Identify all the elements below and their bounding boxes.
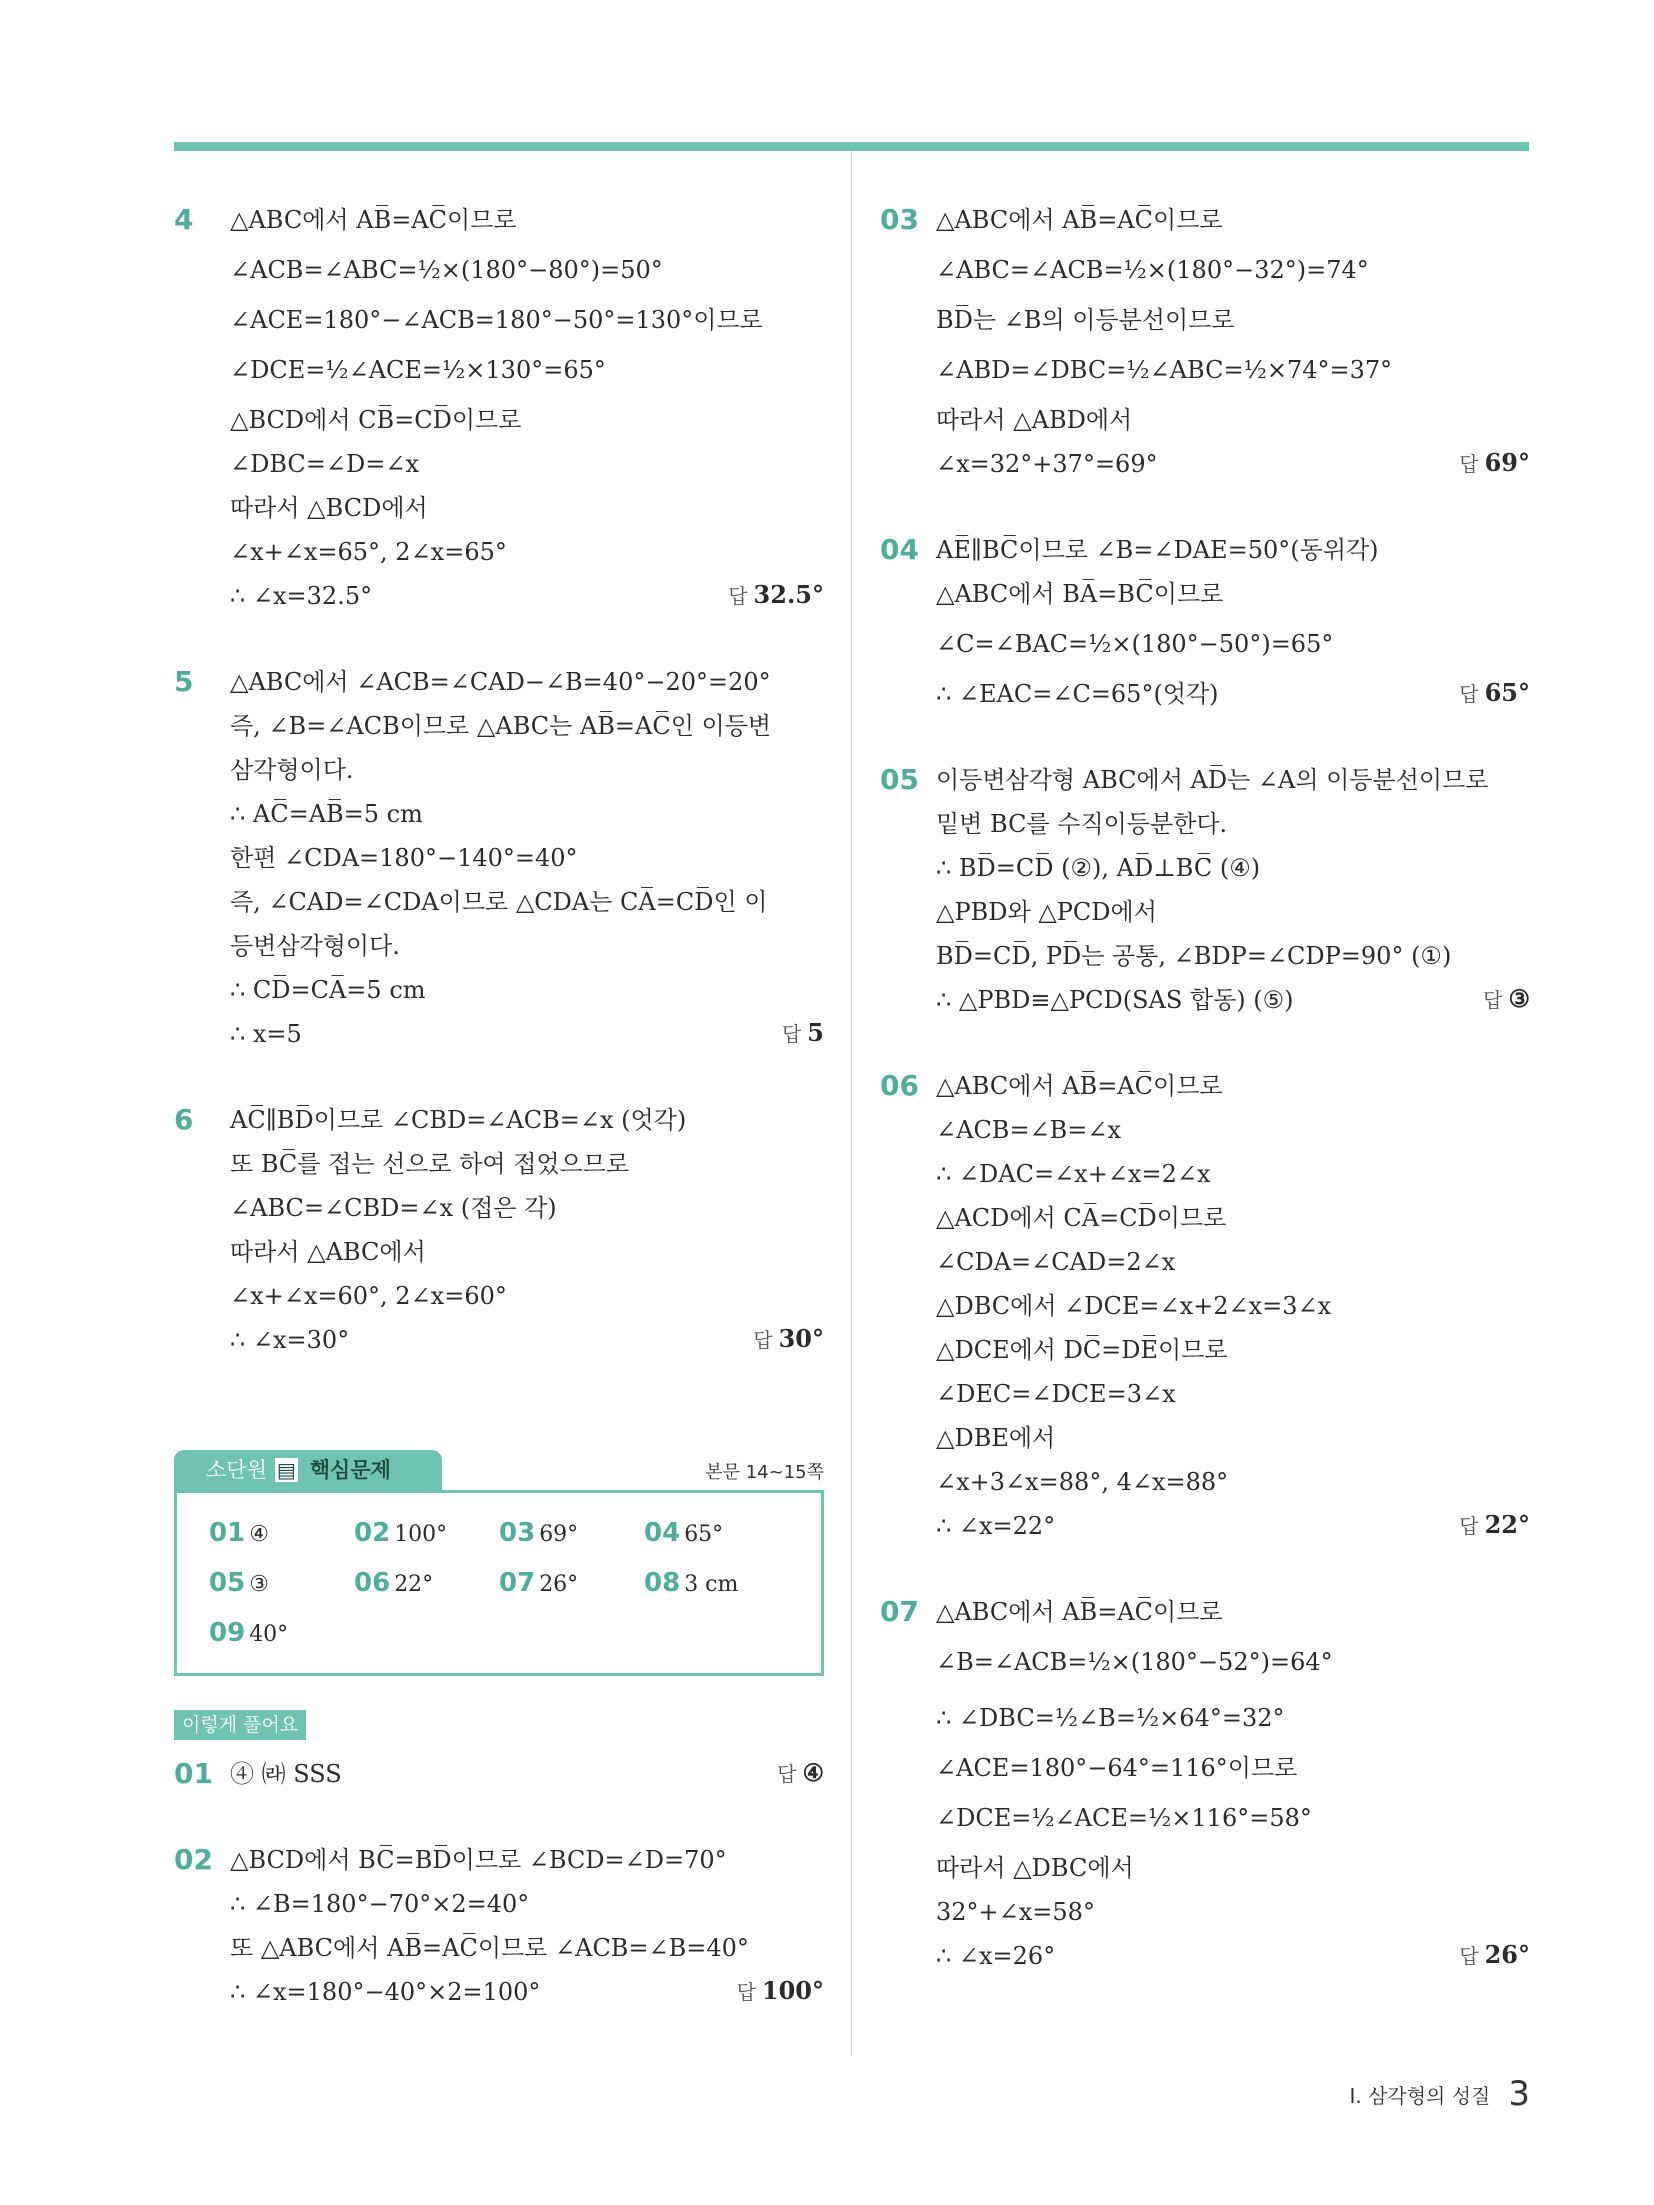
- answer-icon: 답: [753, 1328, 773, 1352]
- solution-line: ∴ ∠x=180°−40°×2=100° 답 100°: [230, 1970, 824, 2014]
- solution-line: 밑변 BC를 수직이등분한다.: [936, 810, 1228, 838]
- solution-line: ∴ x=5 답 5: [230, 1012, 824, 1056]
- solution-line: ∴ ∠x=22° 답 22°: [936, 1504, 1530, 1548]
- solution-line: ∠ACE=180°−64°=116°이므로: [936, 1754, 1298, 1782]
- solution-lines: [230, 198, 824, 618]
- problem-03: [880, 198, 1530, 486]
- answer-icon: 답: [1459, 682, 1479, 706]
- problem-number: 02: [174, 1843, 213, 1876]
- problem-gap: [880, 1022, 1530, 1064]
- solution-line: ∴ AC̅=AB̅=5 cm: [230, 800, 423, 828]
- answer-value: ④: [802, 1758, 824, 1787]
- left-problem-list: [174, 198, 824, 1362]
- answer-item-number: 09: [209, 1618, 246, 1648]
- problem-number: 05: [880, 763, 919, 796]
- answer-value: 69°: [1484, 448, 1530, 477]
- page-reference: 본문 14~15쪽: [705, 1462, 824, 1483]
- answer-mark: [777, 1751, 824, 1796]
- solution-lines: [230, 1752, 824, 1796]
- solution-line: △DBE에서: [936, 1424, 1056, 1452]
- answer-value: ③: [1508, 984, 1530, 1013]
- solution-line: ∴ CD̅=CA̅=5 cm: [230, 976, 426, 1004]
- answer-icon: 답: [1459, 1514, 1479, 1538]
- answer-item: [209, 1611, 354, 1657]
- answer-item-value: 40°: [249, 1622, 289, 1647]
- solution-line: ④ ㈑ SSS 답 ④: [230, 1752, 824, 1796]
- solution-line: △ACD에서 CA̅=CD̅이므로: [936, 1204, 1227, 1232]
- answer-item-value: 26°: [539, 1572, 579, 1597]
- answer-item-value: 69°: [539, 1522, 579, 1547]
- solution-line: 또 △ABC에서 AB̅=AC̅이므로 ∠ACB=∠B=40°: [230, 1934, 749, 1962]
- problem-number: 5: [174, 665, 194, 698]
- solution-line: BD̅는 ∠B의 이등분선이므로: [936, 306, 1235, 334]
- solution-lines: [230, 660, 824, 1056]
- answer-icon: 답: [736, 1980, 756, 2004]
- solution-line: 따라서 △DBC에서: [936, 1854, 1134, 1882]
- problem-02: [174, 1838, 824, 2014]
- answer-item-number: 08: [644, 1568, 681, 1598]
- core-problem-tab: [174, 1450, 442, 1490]
- solution-lines: [230, 1098, 824, 1362]
- problem-number: 01: [174, 1757, 213, 1790]
- answer-icon: 답: [781, 1022, 802, 1046]
- answer-item-value: ④: [249, 1522, 269, 1547]
- problem-number: 04: [880, 533, 919, 566]
- solution-line: △DBC에서 ∠DCE=∠x+2∠x=3∠x: [936, 1292, 1332, 1320]
- solution-lines: [936, 528, 1530, 716]
- solution-line: △PBD와 △PCD에서: [936, 898, 1157, 926]
- solution-line: △ABC에서 AB̅=AC̅이므로: [936, 1598, 1223, 1626]
- answer-item: [354, 1561, 499, 1607]
- solution-line: ∴ ∠x=26° 답 26°: [936, 1934, 1530, 1978]
- solution-line: △DCE에서 DC̅=DE̅이므로: [936, 1336, 1228, 1364]
- solution-line: ∠CDA=∠CAD=2∠x: [936, 1248, 1176, 1276]
- solution-lines: [936, 198, 1530, 486]
- problem-6: [174, 1098, 824, 1362]
- solution-lines: [230, 1838, 824, 2014]
- solution-line: 따라서 △BCD에서: [230, 494, 428, 522]
- solution-line: ∠ACE=180°−∠ACB=180°−50°=130°이므로: [230, 306, 763, 334]
- solution-line: △ABC에서 AB̅=AC̅이므로: [936, 206, 1223, 234]
- answer-item-number: 03: [499, 1518, 536, 1548]
- problem-number: 03: [880, 203, 919, 236]
- solution-line: ∠ACB=∠B=∠x: [936, 1116, 1122, 1144]
- box-tab-sub: 소단원: [206, 1458, 267, 1482]
- answer-item: [644, 1561, 789, 1607]
- answer-value: 32.5°: [753, 580, 824, 609]
- answer-value: 26°: [1484, 1940, 1530, 1969]
- page-number: 3: [1508, 2074, 1530, 2114]
- answer-item-number: 06: [354, 1568, 391, 1598]
- solution-line: 등변삼각형이다.: [230, 932, 400, 960]
- solution-line: △ABC에서 BA̅=BC̅이므로: [936, 580, 1224, 608]
- problem-gap: [174, 1056, 824, 1098]
- answer-item: [644, 1511, 789, 1557]
- problem-gap: [174, 1796, 824, 1838]
- solution-line: ∴ BD̅=CD̅ (②), AD̅⊥BC̅ (④): [936, 854, 1261, 882]
- answer-item-number: 01: [209, 1518, 246, 1548]
- problem-number: 07: [880, 1595, 919, 1628]
- solution-lines: [936, 1590, 1530, 1978]
- solution-line: ∠C=∠BAC=½×(180°−50°)=65°: [936, 630, 1334, 658]
- problem-5: [174, 660, 824, 1056]
- solution-line: 따라서 △ABD에서: [936, 406, 1133, 434]
- answer-mark: [1459, 671, 1530, 716]
- problem-04: [880, 528, 1530, 716]
- solution-line: ∠ACB=∠ABC=½×(180°−80°)=50°: [230, 256, 663, 284]
- answer-item: [209, 1511, 354, 1557]
- problem-number: 4: [174, 203, 194, 236]
- answer-item-number: 04: [644, 1518, 681, 1548]
- answer-mark: [1483, 977, 1530, 1022]
- left-column: [174, 198, 824, 2014]
- problem-07: [880, 1590, 1530, 1978]
- answer-item: [209, 1561, 354, 1607]
- solution-line: 32°+∠x=58°: [936, 1898, 1095, 1926]
- problem-number: 06: [880, 1069, 919, 1102]
- answer-item: [354, 1511, 499, 1557]
- solution-lines: [936, 758, 1530, 1022]
- solution-line: 즉, ∠B=∠ACB이므로 △ABC는 AB̅=AC̅인 이등변: [230, 712, 772, 740]
- problem-gap: [880, 486, 1530, 528]
- solution-line: AE̅∥BC̅이므로 ∠B=∠DAE=50°(동위각): [936, 536, 1379, 564]
- solution-line: △ABC에서 ∠ACB=∠CAD−∠B=40°−20°=20°: [230, 668, 771, 696]
- answer-item-value: 3 cm: [684, 1572, 739, 1597]
- problem-gap: [880, 1548, 1530, 1590]
- page-footer: [1349, 2074, 1530, 2114]
- solution-line: ∴ ∠B=180°−70°×2=40°: [230, 1890, 530, 1918]
- answer-icon: 답: [1483, 988, 1503, 1012]
- solution-line: ∠DEC=∠DCE=3∠x: [936, 1380, 1176, 1408]
- answer-mark: [728, 573, 824, 618]
- solution-line: ∠ABC=∠CBD=∠x (접은 각): [230, 1194, 557, 1222]
- answer-value: 65°: [1484, 678, 1530, 707]
- answer-icon: 답: [1459, 452, 1479, 476]
- core-problem-header: [174, 1450, 824, 1490]
- answer-item: [499, 1511, 644, 1557]
- problem-gap: [880, 716, 1530, 758]
- answer-value: 5: [807, 1018, 824, 1047]
- solution-line: 한편 ∠CDA=180°−140°=40°: [230, 844, 578, 872]
- solution-line: ∠DCE=½∠ACE=½×116°=58°: [936, 1804, 1312, 1832]
- solution-line: ∠ABC=∠ACB=½×(180°−32°)=74°: [936, 256, 1369, 284]
- solution-line: ∴ ∠DBC=½∠B=½×64°=32°: [936, 1704, 1285, 1732]
- answer-mark: [782, 1011, 824, 1056]
- problem-06: [880, 1064, 1530, 1548]
- answer-mark: [753, 1317, 824, 1362]
- chapter-title: I. 삼각형의 성질: [1349, 2083, 1491, 2108]
- answer-item-number: 05: [209, 1568, 246, 1598]
- solution-line: ∴ ∠x=30° 답 30°: [230, 1318, 824, 1362]
- solution-line: △BCD에서 BC̅=BD̅이므로 ∠BCD=∠D=70°: [230, 1846, 727, 1874]
- solution-line: ∠x+∠x=65°, 2∠x=65°: [230, 538, 507, 566]
- solve-label: 이렇게 풀어요: [174, 1710, 306, 1740]
- answer-item-value: 100°: [394, 1522, 448, 1547]
- solution-line: ∠x+3∠x=88°, 4∠x=88°: [936, 1468, 1229, 1496]
- answer-item-number: 07: [499, 1568, 536, 1598]
- solution-line: ∠DBC=∠D=∠x: [230, 450, 420, 478]
- right-column: [880, 198, 1530, 1978]
- problem-01: [174, 1752, 824, 1796]
- solution-line: AC̅∥BD̅이므로 ∠CBD=∠ACB=∠x (엇각): [230, 1106, 687, 1134]
- answer-mark: [1459, 1933, 1530, 1978]
- solution-line: BD̅=CD̅, PD̅는 공통, ∠BDP=∠CDP=90° (①): [936, 942, 1452, 970]
- memo-icon: ▤: [276, 1458, 296, 1482]
- answer-icon: 답: [777, 1762, 797, 1786]
- answer-value: 22°: [1484, 1510, 1530, 1539]
- answer-mark: [737, 1969, 824, 2014]
- solution-line: 따라서 △ABC에서: [230, 1238, 426, 1266]
- solution-line: △ABC에서 AB̅=AC̅이므로: [936, 1072, 1223, 1100]
- right-problem-list: [880, 198, 1530, 1978]
- top-accent-bar: [174, 142, 1529, 151]
- answer-item-number: 02: [354, 1518, 391, 1548]
- column-divider: [851, 151, 852, 2056]
- answer-mark: [1459, 441, 1530, 486]
- solution-problem-list: [174, 1752, 824, 2014]
- problem-gap: [174, 618, 824, 660]
- solution-line: ∴ ∠EAC=∠C=65°(엇각) 답 65°: [936, 672, 1530, 716]
- solution-line: △ABC에서 AB̅=AC̅이므로: [230, 206, 517, 234]
- solution-lines: [936, 1064, 1530, 1548]
- answer-item-value: 22°: [394, 1572, 434, 1597]
- solution-line: ∠x=32°+37°=69° 답 69°: [936, 442, 1530, 486]
- box-tab-main: 핵심문제: [309, 1458, 391, 1482]
- problem-05: [880, 758, 1530, 1022]
- solution-line: 삼각형이다.: [230, 756, 354, 784]
- solution-line: ∠B=∠ACB=½×(180°−52°)=64°: [936, 1648, 1333, 1676]
- answer-value: 100°: [761, 1976, 824, 2005]
- answer-mark: [1459, 1503, 1530, 1548]
- solution-line: ∴ △PBD≡△PCD(SAS 합동) (⑤) 답 ③: [936, 978, 1530, 1022]
- answer-icon: 답: [1459, 1944, 1479, 1968]
- answer-item: [499, 1561, 644, 1607]
- answer-icon: 답: [728, 584, 748, 608]
- solution-line: ∴ ∠DAC=∠x+∠x=2∠x: [936, 1160, 1211, 1188]
- answer-item-value: 65°: [684, 1522, 724, 1547]
- solution-line: ∠DCE=½∠ACE=½×130°=65°: [230, 356, 606, 384]
- solution-line: 또 BC̅를 접는 선으로 하여 접었으므로: [230, 1150, 630, 1178]
- answer-item-value: ③: [249, 1572, 269, 1597]
- solution-line: ∴ ∠x=32.5° 답 32.5°: [230, 574, 824, 618]
- solution-line: 이등변삼각형 ABC에서 AD̅는 ∠A의 이등분선이므로: [936, 766, 1489, 794]
- problem-number: 6: [174, 1103, 194, 1136]
- solution-line: △BCD에서 CB̅=CD̅이므로: [230, 406, 522, 434]
- solution-line: ∠ABD=∠DBC=½∠ABC=½×74°=37°: [936, 356, 1393, 384]
- answer-summary-box: [174, 1490, 824, 1676]
- solution-line: 즉, ∠CAD=∠CDA이므로 △CDA는 CA̅=CD̅인 이: [230, 888, 768, 916]
- solution-line: ∠x+∠x=60°, 2∠x=60°: [230, 1282, 507, 1310]
- answer-value: 30°: [778, 1324, 824, 1353]
- problem-4: [174, 198, 824, 618]
